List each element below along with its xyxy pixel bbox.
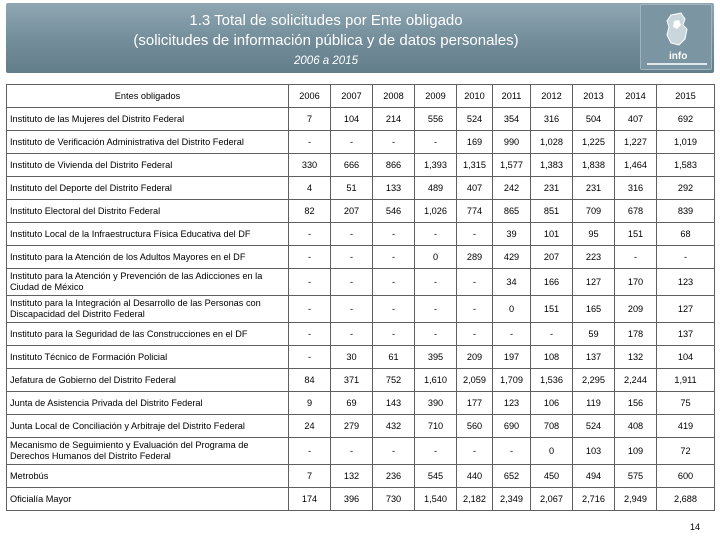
table-cell: 851 — [531, 200, 573, 223]
table-cell: 123 — [657, 269, 715, 296]
ente-name: Instituto para la Seguridad de las Construcciones en el DF — [7, 323, 289, 346]
table-row — [7, 392, 715, 415]
table-cell: - — [373, 246, 415, 269]
table-row — [7, 488, 715, 511]
table-cell: 1,019 — [657, 131, 715, 154]
table-cell: 440 — [457, 465, 493, 488]
table-cell: 166 — [531, 269, 573, 296]
table-cell: 7 — [289, 465, 331, 488]
table-cell: - — [457, 296, 493, 323]
table-cell: 1,028 — [531, 131, 573, 154]
table-cell: 504 — [573, 108, 615, 131]
table-cell: 156 — [615, 392, 657, 415]
table-cell: - — [373, 438, 415, 465]
table-cell: 165 — [573, 296, 615, 323]
table-cell: 316 — [615, 177, 657, 200]
table-cell: 101 — [531, 223, 573, 246]
table-cell: - — [493, 323, 531, 346]
table-cell: 1,393 — [415, 154, 457, 177]
table-row — [7, 131, 715, 154]
table-cell: 1,709 — [493, 369, 531, 392]
table-cell: 0 — [415, 246, 457, 269]
table-cell: - — [415, 269, 457, 296]
table-cell: 231 — [531, 177, 573, 200]
table-row — [7, 369, 715, 392]
table-cell: 560 — [457, 415, 493, 438]
table-cell: - — [289, 223, 331, 246]
table-cell: 990 — [493, 131, 531, 154]
table-cell: - — [331, 269, 373, 296]
table-cell: 546 — [373, 200, 415, 223]
ente-name: Oficialía Mayor — [7, 488, 289, 511]
table-cell: 429 — [493, 246, 531, 269]
table-cell: - — [331, 131, 373, 154]
table-cell: 209 — [615, 296, 657, 323]
header-year: 2014 — [615, 85, 657, 108]
ente-name: Instituto para la Atención y Prevención de las Adicciones en la Ciudad de México — [7, 269, 289, 296]
table-cell: 450 — [531, 465, 573, 488]
table-cell: 109 — [615, 438, 657, 465]
table-row — [7, 438, 715, 465]
table-cell: 710 — [415, 415, 457, 438]
table-cell: 2,349 — [493, 488, 531, 511]
table-cell: 151 — [531, 296, 573, 323]
table-cell: 839 — [657, 200, 715, 223]
ente-name: Instituto Local de la Infraestructura Física Educativa del DF — [7, 223, 289, 246]
table-cell: - — [457, 223, 493, 246]
table-cell: 207 — [531, 246, 573, 269]
table-cell: 1,383 — [531, 154, 573, 177]
table-cell: 524 — [457, 108, 493, 131]
table-cell: 108 — [531, 346, 573, 369]
header-year: 2010 — [457, 85, 493, 108]
table-cell: 242 — [493, 177, 531, 200]
table-cell: - — [373, 269, 415, 296]
table-cell: - — [289, 131, 331, 154]
table-row — [7, 246, 715, 269]
table-cell: - — [331, 223, 373, 246]
table-cell: 390 — [415, 392, 457, 415]
table-cell: - — [531, 323, 573, 346]
table-cell: 1,227 — [615, 131, 657, 154]
table-cell: - — [415, 323, 457, 346]
table-cell: 68 — [657, 223, 715, 246]
title-line-1: 1.3 Total de solicitudes por Ente obligado — [189, 12, 463, 29]
table-cell: - — [415, 438, 457, 465]
table-cell: - — [373, 323, 415, 346]
ente-name: Instituto de Vivienda del Distrito Federal — [7, 154, 289, 177]
table-cell: 690 — [493, 415, 531, 438]
table-cell: 1,838 — [573, 154, 615, 177]
table-cell: - — [457, 438, 493, 465]
table-cell: 0 — [531, 438, 573, 465]
table-row — [7, 200, 715, 223]
table-cell: 132 — [615, 346, 657, 369]
logo-text: info — [669, 51, 688, 62]
table-cell: 600 — [657, 465, 715, 488]
table-cell: 1,583 — [657, 154, 715, 177]
page-number: 14 — [690, 522, 701, 532]
table-cell: 1,577 — [493, 154, 531, 177]
header-year: 2009 — [415, 85, 457, 108]
table-cell: 34 — [493, 269, 531, 296]
table-cell: 123 — [493, 392, 531, 415]
table-cell: 752 — [373, 369, 415, 392]
table-cell: - — [493, 438, 531, 465]
header-year: 2008 — [373, 85, 415, 108]
table-cell: - — [457, 269, 493, 296]
table-cell: 396 — [331, 488, 373, 511]
table-cell: - — [289, 246, 331, 269]
table-cell: 2,716 — [573, 488, 615, 511]
table-cell: 214 — [373, 108, 415, 131]
table-cell: - — [373, 223, 415, 246]
table-cell: - — [331, 296, 373, 323]
ente-name: Instituto de Verificación Administrativa del Distrito Federal — [7, 131, 289, 154]
table-cell: 151 — [615, 223, 657, 246]
table-cell: 407 — [457, 177, 493, 200]
table-cell: 494 — [573, 465, 615, 488]
table-cell: 137 — [657, 323, 715, 346]
page-header — [6, 3, 714, 73]
table-row — [7, 269, 715, 296]
table-row — [7, 323, 715, 346]
table-cell: 354 — [493, 108, 531, 131]
table-row — [7, 465, 715, 488]
table-cell: - — [457, 323, 493, 346]
table-cell: 104 — [657, 346, 715, 369]
table-cell: 4 — [289, 177, 331, 200]
table-cell: 197 — [493, 346, 531, 369]
table-cell: 730 — [373, 488, 415, 511]
table-cell: 61 — [373, 346, 415, 369]
page-title — [6, 11, 646, 51]
table-cell: 106 — [531, 392, 573, 415]
table-cell: 407 — [615, 108, 657, 131]
table-cell: 774 — [457, 200, 493, 223]
table-cell: 708 — [531, 415, 573, 438]
table-row — [7, 154, 715, 177]
table-cell: 169 — [457, 131, 493, 154]
table-cell: 1,911 — [657, 369, 715, 392]
table-cell: 209 — [457, 346, 493, 369]
table-cell: 2,067 — [531, 488, 573, 511]
table-cell: 489 — [415, 177, 457, 200]
table-cell: - — [331, 438, 373, 465]
table-cell: 133 — [373, 177, 415, 200]
title-line-2: (solicitudes de información pública y de datos personales) — [133, 32, 519, 49]
ente-name: Instituto Técnico de Formación Policial — [7, 346, 289, 369]
table-cell: 7 — [289, 108, 331, 131]
table-cell: 104 — [331, 108, 373, 131]
requests-table — [6, 84, 715, 511]
table-cell: 1,315 — [457, 154, 493, 177]
table-cell: 9 — [289, 392, 331, 415]
header-year: 2013 — [573, 85, 615, 108]
table-header-row — [7, 85, 715, 108]
table-cell: 575 — [615, 465, 657, 488]
table-cell: 556 — [415, 108, 457, 131]
table-cell: 132 — [331, 465, 373, 488]
table-cell: 119 — [573, 392, 615, 415]
table-cell: - — [289, 438, 331, 465]
table-cell: 545 — [415, 465, 457, 488]
table-cell: 82 — [289, 200, 331, 223]
table-cell: 2,688 — [657, 488, 715, 511]
table-cell: 84 — [289, 369, 331, 392]
table-cell: 24 — [289, 415, 331, 438]
table-cell: 30 — [331, 346, 373, 369]
ente-name: Junta de Asistencia Privada del Distrito Federal — [7, 392, 289, 415]
table-cell: 95 — [573, 223, 615, 246]
ente-name: Instituto para la Integración al Desarrollo de las Personas con Discapacidad del Distrito Federal — [7, 296, 289, 323]
table-cell: 432 — [373, 415, 415, 438]
header-year: 2006 — [289, 85, 331, 108]
table-cell: - — [331, 323, 373, 346]
table-cell: 39 — [493, 223, 531, 246]
period-label: 2006 a 2015 — [294, 55, 358, 67]
ente-name: Junta Local de Conciliación y Arbitraje del Distrito Federal — [7, 415, 289, 438]
table-cell: 279 — [331, 415, 373, 438]
table-cell: - — [415, 131, 457, 154]
table-cell: 2,182 — [457, 488, 493, 511]
table-row — [7, 415, 715, 438]
table-row — [7, 108, 715, 131]
table-cell: 330 — [289, 154, 331, 177]
table-cell: 1,225 — [573, 131, 615, 154]
table-cell: 2,244 — [615, 369, 657, 392]
ente-name: Metrobús — [7, 465, 289, 488]
table-cell: - — [615, 246, 657, 269]
table-cell: - — [373, 131, 415, 154]
table-cell: 207 — [331, 200, 373, 223]
header-year: 2015 — [657, 85, 715, 108]
table-row — [7, 223, 715, 246]
ente-name: Instituto de las Mujeres del Distrito Federal — [7, 108, 289, 131]
table-cell: 174 — [289, 488, 331, 511]
table-cell: 865 — [493, 200, 531, 223]
header-year: 2012 — [531, 85, 573, 108]
table-cell: 0 — [493, 296, 531, 323]
table-cell: 709 — [573, 200, 615, 223]
table-cell: - — [289, 296, 331, 323]
table-cell: 51 — [331, 177, 373, 200]
table-cell: - — [373, 296, 415, 323]
table-cell: 137 — [573, 346, 615, 369]
table-cell: 178 — [615, 323, 657, 346]
table-cell: 866 — [373, 154, 415, 177]
ente-name: Instituto para la Atención de los Adultos Mayores en el DF — [7, 246, 289, 269]
table-cell: 289 — [457, 246, 493, 269]
table-cell: 524 — [573, 415, 615, 438]
table-cell: 1,026 — [415, 200, 457, 223]
table-cell: 652 — [493, 465, 531, 488]
table-cell: 72 — [657, 438, 715, 465]
table-cell: 316 — [531, 108, 573, 131]
ente-name: Mecanismo de Seguimiento y Evaluación del Programa de Derechos Humanos del Distrito Federal — [7, 438, 289, 465]
table-cell: 1,610 — [415, 369, 457, 392]
table-cell: 419 — [657, 415, 715, 438]
table-cell: 678 — [615, 200, 657, 223]
table-cell: 2,949 — [615, 488, 657, 511]
table-cell: - — [289, 269, 331, 296]
table-cell: 59 — [573, 323, 615, 346]
table-cell: - — [415, 296, 457, 323]
table-cell: 408 — [615, 415, 657, 438]
table-cell: 292 — [657, 177, 715, 200]
table-cell: 170 — [615, 269, 657, 296]
table-cell: 692 — [657, 108, 715, 131]
table-row — [7, 346, 715, 369]
table-cell: - — [289, 346, 331, 369]
table-cell: - — [657, 246, 715, 269]
ente-name: Instituto del Deporte del Distrito Federal — [7, 177, 289, 200]
ente-name: Jefatura de Gobierno del Distrito Federal — [7, 369, 289, 392]
table-cell: 371 — [331, 369, 373, 392]
table-cell: 2,295 — [573, 369, 615, 392]
table-cell: 395 — [415, 346, 457, 369]
table-cell: 143 — [373, 392, 415, 415]
table-cell: 1,464 — [615, 154, 657, 177]
table-cell: - — [331, 246, 373, 269]
header-entes: Entes obligados — [7, 85, 289, 108]
header-year: 2007 — [331, 85, 373, 108]
ente-name: Instituto Electoral del Distrito Federal — [7, 200, 289, 223]
header-year: 2011 — [493, 85, 531, 108]
table-cell: 1,540 — [415, 488, 457, 511]
table-cell: - — [289, 323, 331, 346]
table-cell: - — [415, 223, 457, 246]
table-cell: 1,536 — [531, 369, 573, 392]
table-cell: 75 — [657, 392, 715, 415]
table-row — [7, 177, 715, 200]
table-cell: 223 — [573, 246, 615, 269]
table-row — [7, 296, 715, 323]
info-logo — [640, 4, 712, 70]
table-cell: 231 — [573, 177, 615, 200]
table-cell: 69 — [331, 392, 373, 415]
table-cell: 127 — [573, 269, 615, 296]
table-cell: 177 — [457, 392, 493, 415]
table-cell: 103 — [573, 438, 615, 465]
table-cell: 2,059 — [457, 369, 493, 392]
table-cell: 127 — [657, 296, 715, 323]
table-cell: 666 — [331, 154, 373, 177]
table-cell: 236 — [373, 465, 415, 488]
